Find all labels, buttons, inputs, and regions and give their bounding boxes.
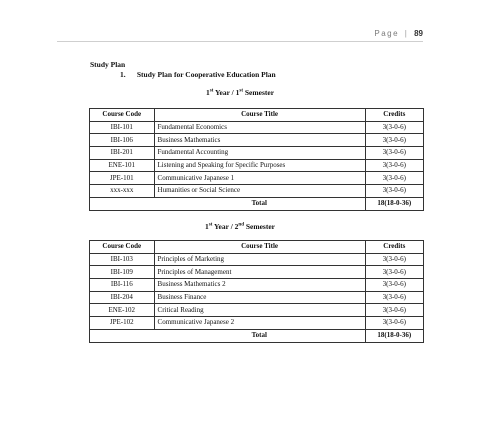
table-row <box>90 185 424 198</box>
semester-ordinal: 2 <box>234 222 239 231</box>
column-header-code: Course Code <box>90 109 155 122</box>
total-row <box>90 197 424 210</box>
course-table-semester-1 <box>89 108 424 211</box>
table-header-row <box>90 109 424 122</box>
course-credits: 3(3-0-6) <box>365 266 423 279</box>
column-header-credits: Credits <box>365 241 423 254</box>
section-title <box>120 70 276 79</box>
total-label: Total <box>154 329 365 342</box>
table-row <box>90 159 424 172</box>
course-title: Humanities or Social Science <box>154 185 365 198</box>
course-title: Business Mathematics 2 <box>154 279 365 292</box>
year-suffix: st <box>209 88 214 94</box>
semester-ordinal: 1 <box>235 88 240 97</box>
course-title: Fundamental Accounting <box>154 147 365 160</box>
course-code: IBI-204 <box>90 291 155 304</box>
total-credits: 18(18-0-36) <box>365 197 423 210</box>
semester-suffix: nd <box>238 222 244 228</box>
course-credits: 3(3-0-6) <box>365 279 423 292</box>
table-header-row <box>90 241 424 254</box>
section-number: 1. <box>120 70 126 79</box>
year-word: Year <box>214 88 230 97</box>
course-title: Communicative Japanese 1 <box>154 172 365 185</box>
course-credits: 3(3-0-6) <box>365 253 423 266</box>
total-label: Total <box>154 197 365 210</box>
year-ordinal: 1 <box>205 88 210 97</box>
column-header-code: Course Code <box>90 241 155 254</box>
table-row <box>90 304 424 317</box>
course-credits: 3(3-0-6) <box>365 159 423 172</box>
course-credits: 3(3-0-6) <box>365 304 423 317</box>
course-code: JPE-102 <box>90 317 155 330</box>
total-spacer <box>90 329 155 342</box>
page-separator: | <box>404 29 409 38</box>
document-heading: Study Plan <box>90 60 126 69</box>
page-number: 89 <box>414 29 423 38</box>
table-row <box>90 172 424 185</box>
semester-title-1 <box>0 88 480 97</box>
course-code: ENE-101 <box>90 159 155 172</box>
year-word: Year <box>213 222 229 231</box>
table-row <box>90 291 424 304</box>
course-code: JPE-101 <box>90 172 155 185</box>
course-credits: 3(3-0-6) <box>365 291 423 304</box>
course-code: IBI-201 <box>90 147 155 160</box>
course-title: Principles of Management <box>154 266 365 279</box>
slash: / <box>230 222 233 231</box>
column-header-title: Course Title <box>154 109 365 122</box>
total-row <box>90 329 424 342</box>
course-title: Business Finance <box>154 291 365 304</box>
total-spacer <box>90 197 155 210</box>
section-title-text: Study Plan for Cooperative Education Plan <box>136 70 276 79</box>
course-title: Critical Reading <box>154 304 365 317</box>
course-credits: 3(3-0-6) <box>365 134 423 147</box>
course-credits: 3(3-0-6) <box>365 317 423 330</box>
table-row <box>90 134 424 147</box>
course-code: xxx-xxx <box>90 185 155 198</box>
course-title: Fundamental Economics <box>154 121 365 134</box>
table-row <box>90 317 424 330</box>
page-label: Page <box>374 29 400 38</box>
slash: / <box>231 88 234 97</box>
course-title: Business Mathematics <box>154 134 365 147</box>
course-code: IBI-101 <box>90 121 155 134</box>
header-rule <box>57 41 423 42</box>
course-title: Principles of Marketing <box>154 253 365 266</box>
course-code: IBI-106 <box>90 134 155 147</box>
course-code: IBI-116 <box>90 279 155 292</box>
page-header <box>374 29 423 38</box>
table-row <box>90 121 424 134</box>
year-suffix: st <box>208 222 213 228</box>
table-row <box>90 266 424 279</box>
course-credits: 3(3-0-6) <box>365 172 423 185</box>
table-row <box>90 279 424 292</box>
course-code: ENE-102 <box>90 304 155 317</box>
year-ordinal: 1 <box>204 222 209 231</box>
semester-suffix: st <box>239 88 244 94</box>
semester-word: Semester <box>244 88 275 97</box>
column-header-title: Course Title <box>154 241 365 254</box>
semester-word: Semester <box>245 222 276 231</box>
course-code: IBI-103 <box>90 253 155 266</box>
course-title: Communicative Japanese 2 <box>154 317 365 330</box>
course-title: Listening and Speaking for Specific Purposes <box>154 159 365 172</box>
total-credits: 18(18-0-36) <box>365 329 423 342</box>
column-header-credits: Credits <box>365 109 423 122</box>
course-credits: 3(3-0-6) <box>365 185 423 198</box>
table-row <box>90 253 424 266</box>
table-row <box>90 147 424 160</box>
course-credits: 3(3-0-6) <box>365 147 423 160</box>
semester-title-2 <box>0 222 480 231</box>
course-credits: 3(3-0-6) <box>365 121 423 134</box>
course-table-semester-2 <box>89 240 424 343</box>
course-code: IBI-109 <box>90 266 155 279</box>
